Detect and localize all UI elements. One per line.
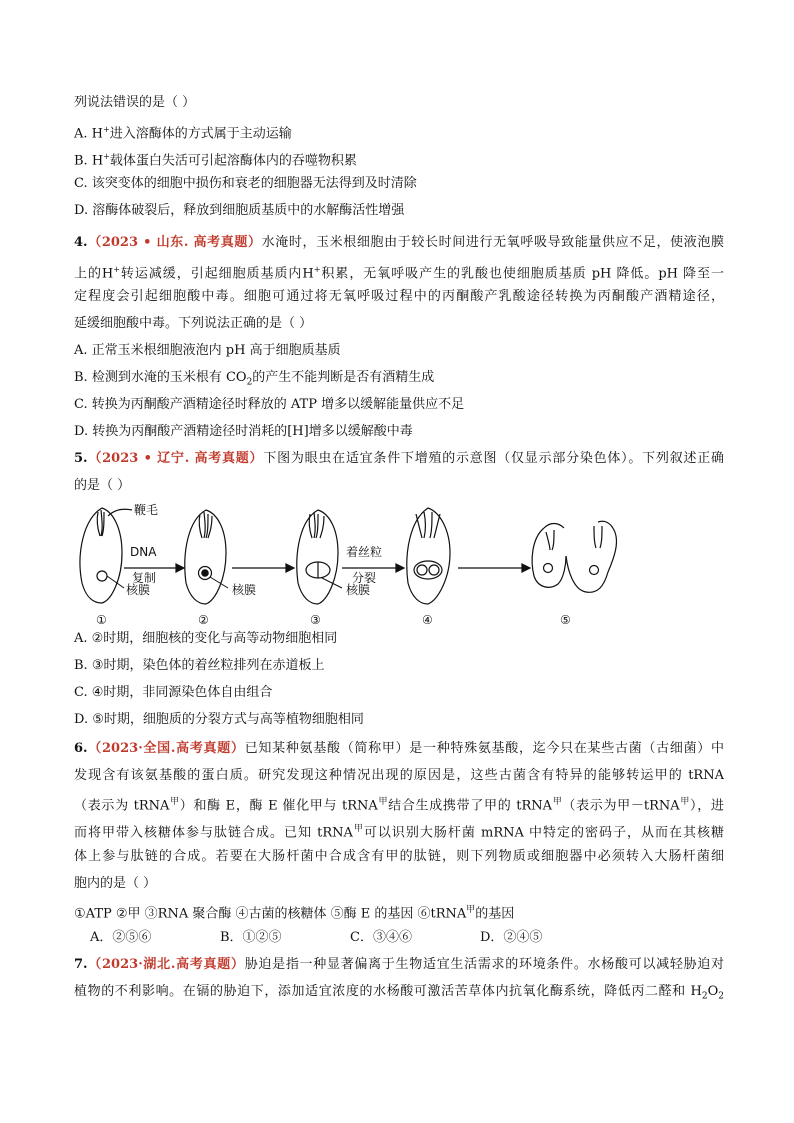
- membrane-label-3: 核膜: [346, 583, 371, 597]
- q4-option-d: D. 转换为丙酮酸产酒精途径时消耗的[H]增多以缓解酸中毒: [74, 424, 413, 439]
- stage-3-label: ③: [310, 613, 321, 627]
- arrow-1-top-label: DNA: [130, 545, 157, 559]
- q7-line-2: 植物的不利影响。在镉的胁迫下，添加适宜浓度的水杨酸可激活苦草体内抗氧化酶系统，降低丙二醛和 $H_2O_2$: [74, 984, 724, 1002]
- q6-line-1: 6.（2023·全国.高考真题）已知某种氨基酸（简称甲）是一种特殊氨基酸，迄今只在某些古菌（古细菌）中: [74, 741, 724, 756]
- q5-source: （2023 • 辽宁. 高考真题）: [87, 451, 264, 466]
- stage-1-label: ①: [96, 613, 107, 627]
- q6-line-5: 体上参与肽链的合成。若要在大肠杆菌中合成含有甲的肽链，则下列物质或细胞器中必须转入大肠杆菌细: [74, 849, 724, 864]
- q4-option-c: C. 转换为丙酮酸产酒精途径时释放的 ATP 增多以缓解能量供应不足: [74, 397, 465, 412]
- q6-line-2: 发现含有该氨基酸的蛋白质。研究发现这种情况出现的原因是，这些古菌含有特异的能够转运甲的 tRNA: [74, 768, 724, 783]
- q6-line-4: 而将甲带入核糖体参与肽链合成。已知 tRNA$^甲$可以识别大肠杆菌 mRNA 中特定的密码子，从而在其核糖: [74, 824, 724, 841]
- q5-line-1: 5.（2023 • 辽宁. 高考真题）下图为眼虫在适宜条件下增殖的示意图（仅显示部分染色体）。下列叙述正确: [74, 451, 724, 466]
- q5-option-b: B. ③时期，染色体的着丝粒排列在赤道板上: [74, 658, 325, 673]
- question-5-options: [74, 625, 724, 733]
- q6-source: （2023·全国.高考真题）: [87, 741, 245, 756]
- arrow-3-top-label: 着丝粒: [346, 545, 383, 559]
- q4-source: （2023 • 山东. 高考真题）: [87, 235, 262, 250]
- cell-stage-5: [532, 521, 616, 592]
- q5-option-d: D. ⑤时期，细胞质的分裂方式与高等植物细胞相同: [74, 712, 364, 727]
- q3-stem-tail: 列说法错误的是（ ）: [74, 95, 196, 110]
- question-7: [74, 951, 724, 1005]
- q4-line-2: 上的H+转运减缓，引起细胞质基质内H+积累，无氧呼吸产生的乳酸也使细胞质基质 pH 降低。pH 降至一: [74, 265, 724, 282]
- cell-stage-3: [297, 510, 338, 604]
- question-5: [74, 445, 724, 499]
- question-6: [74, 735, 724, 951]
- q4-line-1: 4.（2023 • 山东. 高考真题）水淹时，玉米根细胞由于较长时间进行无氧呼吸导致能量供应不足，使液泡膜: [74, 235, 724, 250]
- q5-line-2: 的是（ ）: [74, 478, 131, 493]
- stage-5-label: ⑤: [560, 613, 571, 627]
- euglena-division-diagram: [74, 498, 634, 630]
- q6-choice-b: B．①②⑤: [220, 930, 282, 945]
- q4-line-3: 定程度会引起细胞酸中毒。细胞可通过将无氧呼吸过程中的丙酮酸产乳酸途径转换为丙酮酸产酒精途径，: [74, 289, 724, 304]
- stage-4-label: ④: [422, 613, 433, 627]
- q3-option-b: B. H+载体蛋白失活可引起溶酶体内的吞噬物积累: [74, 152, 357, 169]
- q3-option-a: A. H+进入溶酶体的方式属于主动运输: [74, 125, 292, 142]
- q4-line-4: 延缓细胞酸中毒。下列说法正确的是（ ）: [74, 316, 313, 331]
- q3-option-c: C. 该突变体的细胞中损伤和衰老的细胞器无法得到及时清除: [74, 176, 417, 191]
- q7-line-1: 7.（2023·湖北.高考真题）胁迫是指一种显著偏离于生物适宜生活需求的环境条件。水杨酸可以减轻胁迫对: [74, 957, 724, 972]
- question-3: [74, 89, 724, 224]
- cell-stage-4: [407, 508, 450, 604]
- q6-line-3: （表示为 tRNA$^甲$）和酶 E，酶 E 催化甲与 tRNA$^甲$结合生成携带了甲的 tRNA$^甲$（表示为甲－tRNA$^甲$），进: [74, 797, 724, 814]
- q5-option-c: C. ④时期，非同源染色体自由组合: [74, 685, 273, 700]
- arrow-3-bottom-label: 分裂: [352, 571, 377, 585]
- q5-option-a: A. ②时期，细胞核的变化与高等动物细胞相同: [74, 631, 338, 646]
- membrane-label-1: 核膜: [126, 583, 151, 597]
- q6-choices: [74, 924, 724, 951]
- flagellum-label: 鞭毛: [134, 503, 159, 517]
- q7-source: （2023·湖北.高考真题）: [87, 957, 245, 972]
- q3-option-d: D. 溶酶体破裂后，释放到细胞质基质中的水解酶活性增强: [74, 203, 405, 218]
- arrow-1-bottom-label: 复制: [132, 571, 157, 585]
- q6-choice-c: C．③④⑥: [350, 930, 412, 945]
- q4-option-a: A. 正常玉米根细胞液泡内 pH 高于细胞质基质: [74, 343, 341, 358]
- stage-2-label: ②: [198, 613, 209, 627]
- question-4: [74, 229, 724, 445]
- q6-choice-a: A．②⑤⑥: [90, 930, 152, 945]
- q4-option-b: B. 检测到水淹的玉米根有 $CO_2$的产生不能判断是否有酒精生成: [74, 370, 435, 388]
- cell-stage-2: [185, 510, 226, 604]
- cell-stage-1: [80, 508, 132, 603]
- q6-line-6: 胞内的是（ ）: [74, 876, 157, 891]
- q6-choice-d: D．②④⑤: [480, 930, 543, 945]
- membrane-label-2: 核膜: [232, 583, 257, 597]
- q6-items: ①ATP ②甲 ③RNA 聚合酶 ④古菌的核糖体 ⑤酶 E 的基因 ⑥tRNA$^甲$的基因: [74, 905, 515, 922]
